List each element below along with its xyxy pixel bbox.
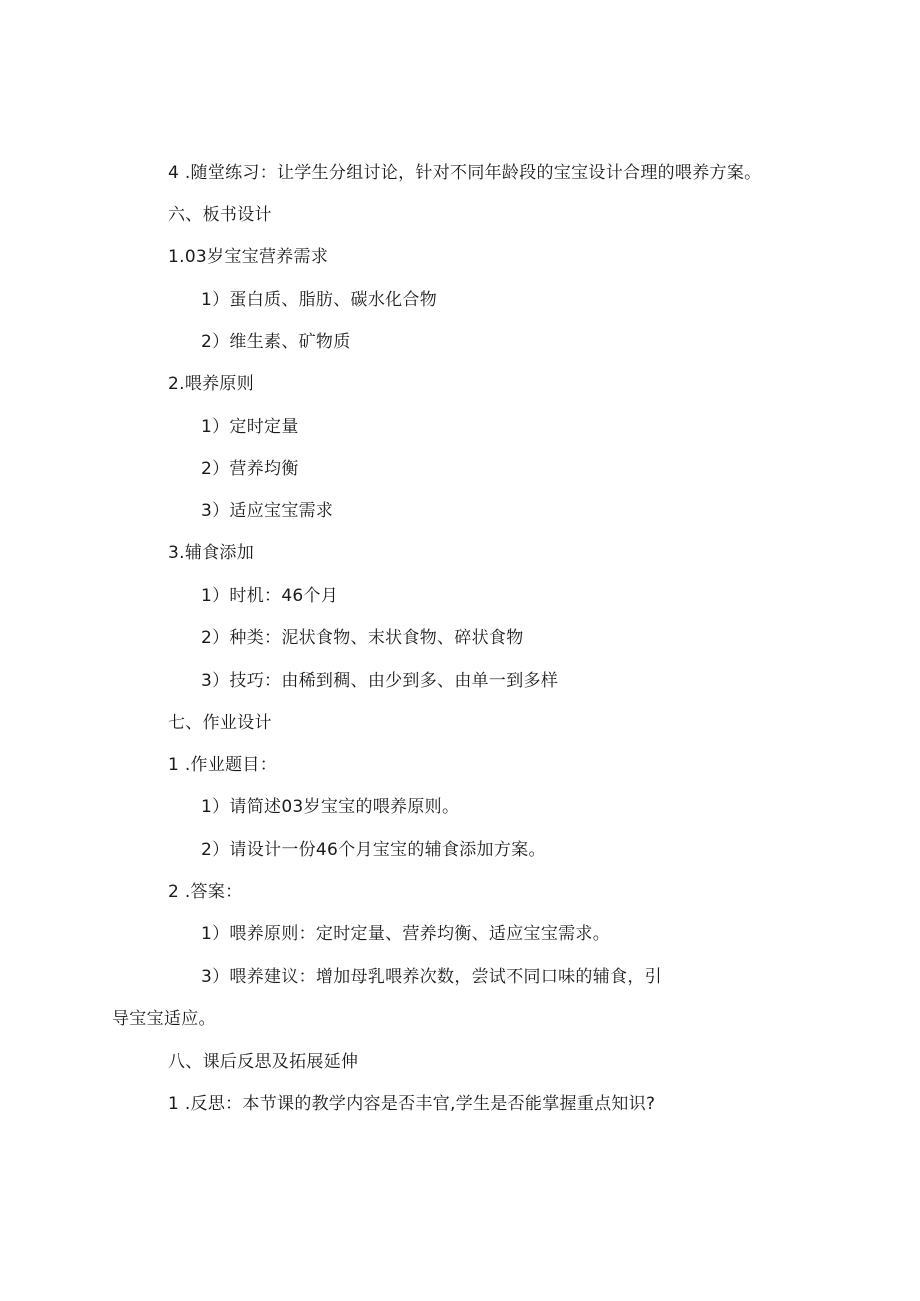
- board-subitem: 3）技巧：由稀到稠、由少到多、由单一到多样: [201, 671, 559, 691]
- answer-item: 1）喂养原则：定时定量、营养均衡、适应宝宝需求。: [201, 924, 611, 944]
- board-subitem: 2）营养均衡: [201, 459, 299, 479]
- board-item-nutrition-needs: 1.03岁宝宝营养需求: [168, 247, 329, 267]
- board-subitem: 1）时机：46个月: [201, 586, 339, 606]
- board-item-complementary-food: 3.辅食添加: [168, 543, 255, 563]
- section-heading-reflection: 八、课后反思及拓展延伸: [168, 1052, 359, 1072]
- board-subitem: 1）定时定量: [201, 417, 299, 437]
- answer-item-continuation: 导宝宝适应。: [112, 1009, 216, 1029]
- practice-item: 4 .随堂练习：让学生分组讨论，针对不同年龄段的宝宝设计合理的喂养方案。: [168, 163, 762, 183]
- homework-question: 1）请简述03岁宝宝的喂养原则。: [201, 797, 460, 817]
- homework-question: 2）请设计一份46个月宝宝的辅食添加方案。: [201, 840, 546, 860]
- board-subitem: 2）维生素、矿物质: [201, 332, 351, 352]
- board-subitem: 2）种类：泥状食物、末状食物、碎状食物: [201, 628, 524, 648]
- section-heading-board-design: 六、板书设计: [168, 205, 272, 225]
- answer-item: 3）喂养建议：增加母乳喂养次数，尝试不同口味的辅食，引: [201, 967, 662, 987]
- homework-questions-heading: 1 .作业题目：: [168, 755, 278, 775]
- board-subitem: 3）适应宝宝需求: [201, 501, 334, 521]
- reflection-item: 1 .反思：本节课的教学内容是否丰官,学生是否能掌握重点知识?: [168, 1094, 656, 1114]
- board-item-feeding-principles: 2.喂养原则: [168, 374, 255, 394]
- section-heading-homework: 七、作业设计: [168, 713, 272, 733]
- answers-heading: 2 .答案：: [168, 882, 243, 902]
- board-subitem: 1）蛋白质、脂肪、碳水化合物: [201, 290, 438, 310]
